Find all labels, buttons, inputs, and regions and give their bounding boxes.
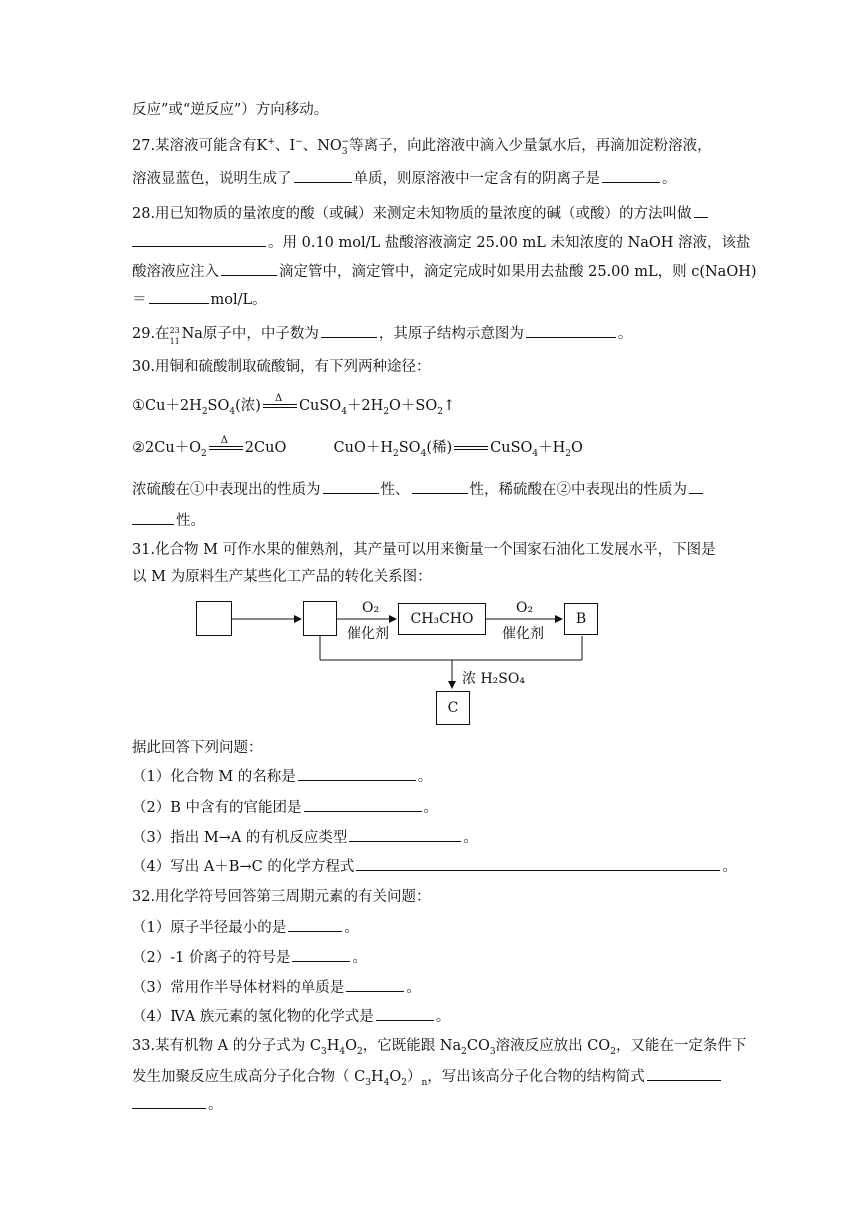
box-c: C	[436, 691, 470, 725]
answer-blank[interactable]	[132, 510, 174, 525]
answer-blank[interactable]	[304, 797, 422, 812]
question-32-1: （1）原子半径最小的是 。	[132, 917, 359, 938]
answer-blank[interactable]	[323, 479, 379, 494]
o2-label: O₂	[516, 600, 534, 616]
answer-blank[interactable]	[356, 856, 720, 871]
question-33: 33.某有机物 A 的分子式为 $C_3H_4O_2$，它既能跟 $Na_2CO_3$溶液反应放出 $CO_2$，又能在一定条件下	[132, 1038, 747, 1057]
answer-blank[interactable]	[647, 1066, 721, 1081]
answer-blank[interactable]	[349, 827, 461, 842]
answer-blank[interactable]	[526, 323, 616, 338]
answer-blank[interactable]	[346, 977, 404, 992]
question-31-4: （4）写出 A＋B→C 的化学方程式 。	[132, 856, 737, 877]
box-a	[303, 601, 337, 636]
answer-blank[interactable]	[292, 947, 350, 962]
answer-blank[interactable]	[298, 766, 416, 781]
question-33-line3: 。	[132, 1094, 223, 1115]
answer-blank[interactable]	[132, 232, 266, 247]
question-31-3: （3）指出 M→A 的有机反应类型 。	[132, 827, 478, 848]
answer-blank[interactable]	[689, 479, 703, 494]
h2so4-label: 浓 H₂SO₄	[462, 671, 525, 687]
question-30: 30.用铜和硫酸制取硫酸铜，有下列两种途径：	[132, 359, 431, 375]
box-ch3cho: CH₃CHO	[398, 603, 486, 635]
answer-blank[interactable]	[132, 1094, 206, 1109]
question-31-prompt: 据此回答下列问题：	[132, 740, 263, 756]
answer-blank[interactable]	[294, 168, 352, 183]
box-m	[196, 601, 232, 636]
box-b: B	[564, 603, 598, 635]
question-28: 28.用已知物质的量浓度的酸（或碱）来测定未知物质的量浓度的碱（或酸）的方法叫做	[132, 203, 710, 224]
answer-blank[interactable]	[321, 323, 377, 338]
question-32: 32.用化学符号回答第三周期元素的有关问题：	[132, 889, 431, 905]
answer-blank[interactable]	[221, 261, 277, 276]
question-31-2: （2）B 中含有的官能团是 。	[132, 797, 438, 818]
question-28-line2: 。用 0.10 mol/L 盐酸溶液滴定 25.00 mL 未知浓度的 NaOH 溶液，该盐	[132, 232, 751, 253]
question-27-line2: 溶液显蓝色，说明生成了 单质，则原溶液中一定含有的阴离子是 。	[132, 168, 677, 189]
question-33-line2: 发生加聚反应生成高分子化合物（ $C_3H_4O_2)_n$，写出该高分子化合物的结构简式	[132, 1066, 723, 1087]
answer-blank[interactable]	[412, 479, 468, 494]
question-31-line2: 以 M 为原料生产某些化工产品的转化关系图：	[132, 569, 432, 585]
answer-blank[interactable]	[602, 168, 660, 183]
question-29: 29.在 23 11 Na原子中，中子数为 ，其原子结构示意图为 。	[132, 323, 632, 344]
answer-blank[interactable]	[149, 289, 209, 304]
answer-blank[interactable]	[288, 917, 342, 932]
question-27: 27.某溶液可能含有K+、I−、$NO_3^-$等离子，向此溶液中滴入少量氯水后，再滴加淀粉溶液，	[132, 137, 712, 157]
equation-2: $②2Cu+O_2$ Δ 2CuO $CuO+H_2SO_4$(稀) $CuSO_4+H_2O$	[132, 435, 583, 459]
answer-blank[interactable]	[694, 203, 708, 218]
answer-blank[interactable]	[376, 1006, 434, 1021]
question-31: 31.化合物 M 可作水果的催熟剂，其产量可以用来衡量一个国家石油化工发展水平，下图是	[132, 542, 716, 558]
catalyst-label: 催化剂	[347, 626, 389, 642]
equation-1: $①Cu+2H_2SO_4$(浓) Δ $CuSO_4+2H_2O+SO_2↑$	[132, 393, 456, 417]
question-32-3: （3）常用作半导体材料的单质是 。	[132, 977, 421, 998]
text-line: 反应”或“逆反应”）方向移动。	[132, 102, 329, 118]
question-30-line3: 性。	[132, 510, 205, 531]
question-30-line2: 浓硫酸在①中表现出的性质为 性、 性，稀硫酸在②中表现出的性质为	[132, 479, 705, 500]
reaction-flow-diagram	[190, 598, 620, 738]
o2-label: O₂	[362, 600, 380, 616]
question-28-line4: ＝ mol/L。	[132, 289, 267, 310]
question-32-4: （4）ⅣA 族元素的氢化物的化学式是 。	[132, 1006, 450, 1027]
question-32-2: （2）-1 价离子的符号是 。	[132, 947, 367, 968]
question-28-line3: 酸溶液应注入 滴定管中，滴定管中，滴定完成时如果用去盐酸 25.00 mL，则 c(NaOH)	[132, 261, 757, 282]
question-31-1: （1）化合物 M 的名称是 。	[132, 766, 432, 787]
catalyst-label: 催化剂	[502, 626, 544, 642]
